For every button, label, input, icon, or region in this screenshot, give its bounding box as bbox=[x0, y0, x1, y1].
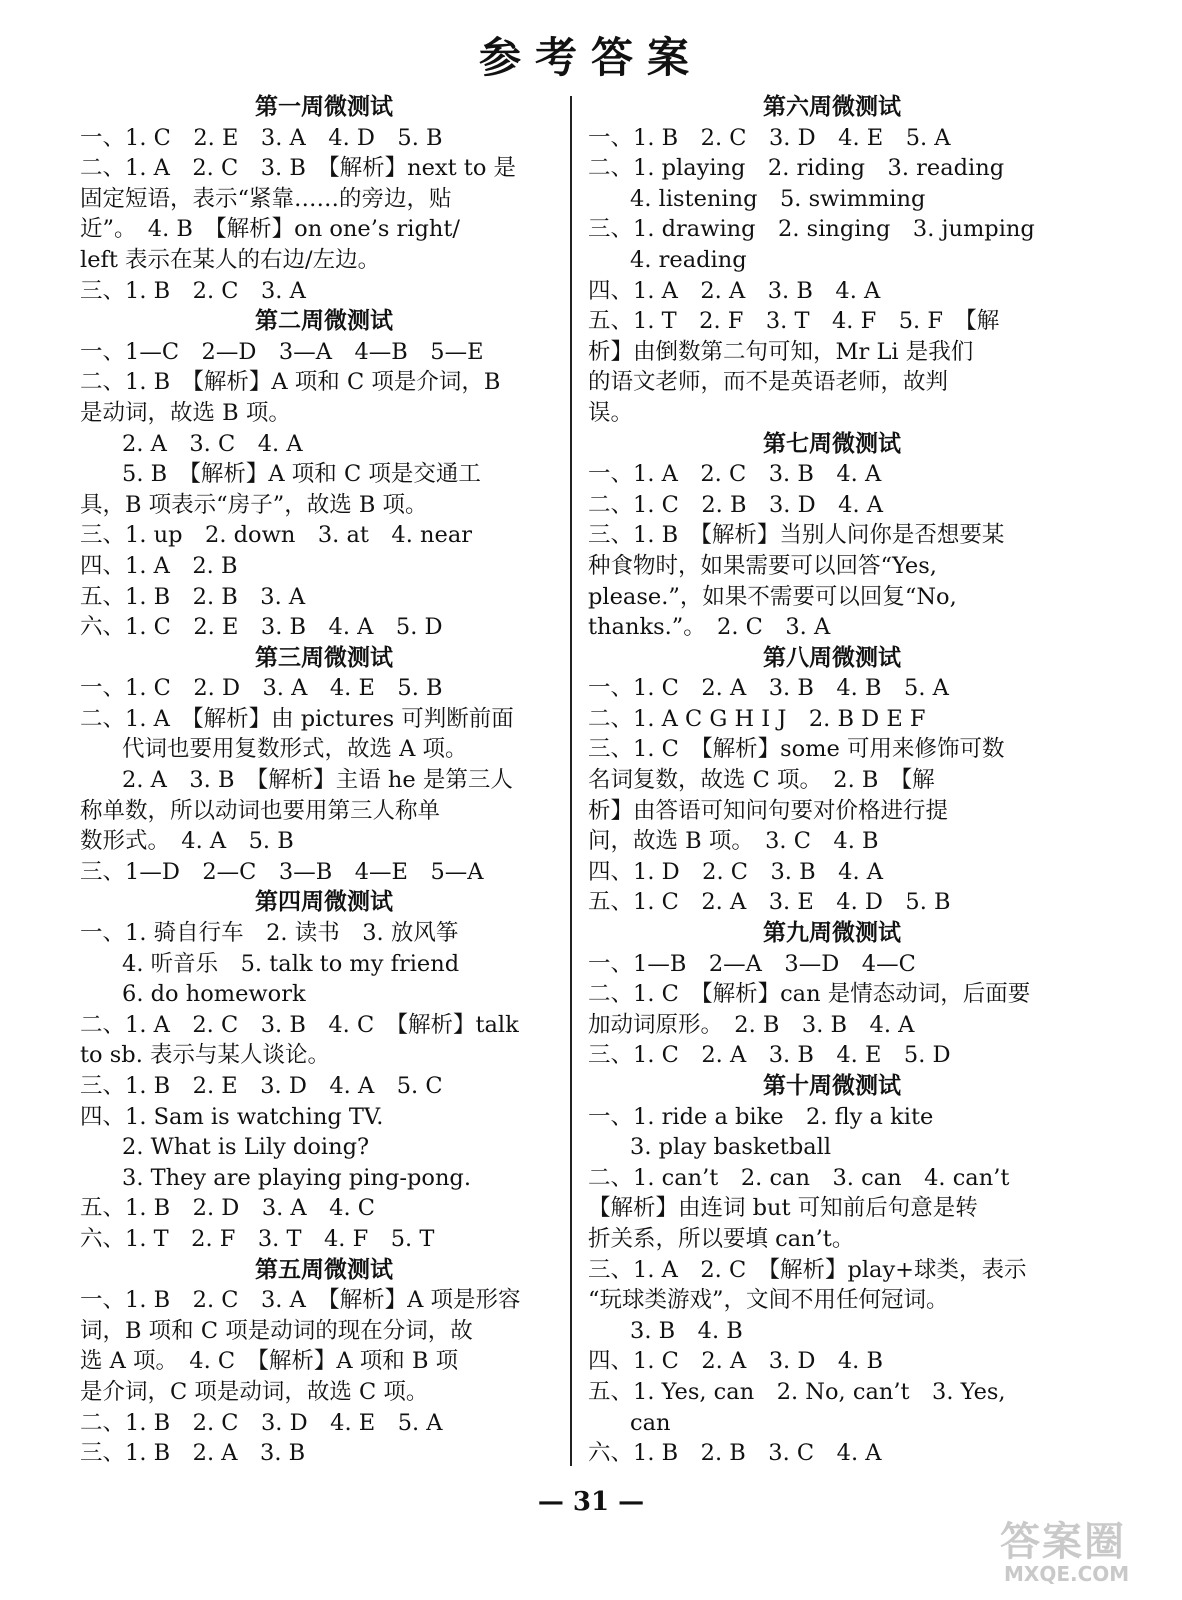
answer-line: 一、1. B 2. C 3. D 4. E 5. A bbox=[588, 124, 951, 151]
answer-line: 一、1—B 2—A 3—D 4—C bbox=[588, 950, 916, 977]
answer-line: 3. B 4. B bbox=[630, 1317, 743, 1344]
answer-column-right bbox=[588, 92, 1076, 1469]
answer-line: 一、1. A 2. C 3. B 4. A bbox=[588, 461, 882, 488]
answer-line: 4. listening 5. swimming bbox=[630, 185, 926, 212]
section-title: 第七周微测试 bbox=[763, 429, 901, 457]
answer-line: 五、1. C 2. A 3. E 4. D 5. B bbox=[588, 889, 951, 916]
answer-line: 六、1. C 2. E 3. B 4. A 5. D bbox=[80, 614, 443, 641]
answer-line: 折关系，所以要填 can’t。 bbox=[588, 1225, 855, 1252]
column-divider bbox=[570, 96, 572, 1466]
answer-line: 二、1. can’t 2. can 3. can 4. can’t bbox=[588, 1164, 1010, 1191]
section-title: 第二周微测试 bbox=[255, 307, 393, 335]
answer-line: 六、1. T 2. F 3. T 4. F 5. T bbox=[80, 1225, 435, 1252]
answer-line: 四、1. D 2. C 3. B 4. A bbox=[588, 858, 884, 885]
section-title: 第六周微测试 bbox=[763, 93, 901, 120]
answer-line: 是动词，故选 B 项。 bbox=[80, 399, 291, 426]
answer-line: 三、1. A 2. C 【解析】play+球类，表示 bbox=[588, 1256, 1027, 1283]
answer-line: 六、1. B 2. B 3. C 4. A bbox=[588, 1440, 882, 1467]
answer-line: left 表示在某人的右边/左边。 bbox=[80, 246, 381, 273]
answer-line: 4. 听音乐 5. talk to my friend bbox=[122, 950, 460, 977]
answer-line: 是介词，C 项是动词，故选 C 项。 bbox=[80, 1378, 429, 1405]
answer-line: 词，B 项和 C 项是动词的现在分词，故 bbox=[80, 1317, 473, 1344]
section-title: 第四周微测试 bbox=[255, 888, 393, 916]
answer-line: 三、1. B 2. E 3. D 4. A 5. C bbox=[80, 1073, 443, 1099]
answer-line: 四、1. A 2. B bbox=[80, 552, 238, 579]
answer-line: 选 A 项。 4. C 【解析】A 项和 B 项 bbox=[80, 1348, 459, 1375]
answer-line: 固定短语，表示“紧靠……的旁边，贴 bbox=[80, 185, 452, 212]
answer-line: 代词也要用复数形式，故选 A 项。 bbox=[122, 736, 468, 763]
answer-line: 一、1. C 2. E 3. A 4. D 5. B bbox=[80, 124, 443, 151]
answer-line: 2. A 3. B 【解析】主语 he 是第三人 bbox=[122, 767, 513, 794]
answer-line: 五、1. B 2. B 3. A bbox=[80, 583, 306, 610]
answer-line: 3. They are playing ping-pong. bbox=[122, 1164, 471, 1191]
section-title: 第一周微测试 bbox=[255, 93, 393, 120]
answer-line: 一、1. C 2. A 3. B 4. B 5. A bbox=[588, 675, 949, 702]
answer-line: 三、1. B 2. A 3. B bbox=[80, 1440, 306, 1467]
answer-line: 三、1. B 【解析】当别人问你是否想要某 bbox=[588, 522, 1005, 549]
answer-line: 6. do homework bbox=[122, 981, 306, 1008]
answer-line: 名词复数，故选 C 项。 2. B 【解 bbox=[588, 767, 935, 794]
answer-line: 五、1. Yes, can 2. No, can’t 3. Yes, bbox=[588, 1378, 1006, 1405]
answer-line: 二、1. A 【解析】由 pictures 可判断前面 bbox=[80, 705, 514, 732]
answer-line: 三、1. B 2. C 3. A bbox=[80, 277, 306, 304]
answer-line: 的语文老师，而不是英语老师，故判 bbox=[588, 369, 949, 396]
answer-line: 三、1. drawing 2. singing 3. jumping bbox=[588, 216, 1035, 243]
section-title: 第五周微测试 bbox=[255, 1255, 393, 1283]
page-number: — 31 — bbox=[537, 1487, 645, 1517]
answer-line: 一、1. C 2. D 3. A 4. E 5. B bbox=[80, 675, 443, 702]
answer-line: 一、1. 骑自行车 2. 读书 3. 放风筝 bbox=[80, 920, 459, 947]
answer-line: 5. B 【解析】A 项和 C 项是交通工 bbox=[122, 461, 481, 488]
answer-line: 五、1. T 2. F 3. T 4. F 5. F 【解 bbox=[588, 308, 1000, 335]
answer-line: 四、1. C 2. A 3. D 4. B bbox=[588, 1348, 884, 1375]
answer-line: 二、1. A 2. C 3. B 【解析】next to 是 bbox=[80, 155, 517, 182]
watermark-logo bbox=[994, 1506, 1164, 1588]
answer-line: 3. play basketball bbox=[630, 1134, 832, 1161]
answer-line: 一、1. ride a bike 2. fly a kite bbox=[588, 1103, 934, 1130]
answer-line: 三、1. C 【解析】some 可用来修饰可数 bbox=[588, 736, 1005, 763]
answer-line: to sb. 表示与某人谈论。 bbox=[80, 1042, 330, 1069]
answer-line: 二、1. B 【解析】A 项和 C 项是介词，B bbox=[80, 369, 501, 396]
section-title: 第八周微测试 bbox=[763, 643, 901, 671]
answer-line: please.”，如果不需要可以回复“No, bbox=[588, 583, 957, 610]
answer-line: 二、1. playing 2. riding 3. reading bbox=[588, 155, 1005, 182]
answer-line: 2. What is Lily doing? bbox=[122, 1134, 370, 1161]
watermark-url: MXQE.COM bbox=[1004, 1562, 1130, 1586]
answer-line: 析】由答语可知问句要对价格进行提 bbox=[588, 797, 949, 824]
answer-line: 二、1. C 【解析】can 是情态动词，后面要 bbox=[588, 981, 1031, 1008]
answer-line: 称单数，所以动词也要用第三人称单 bbox=[80, 797, 441, 824]
answer-line: 加动词原形。 2. B 3. B 4. A bbox=[588, 1011, 915, 1038]
answer-line: 二、1. B 2. C 3. D 4. E 5. A bbox=[80, 1409, 443, 1436]
answer-line: 一、1—C 2—D 3—A 4—B 5—E bbox=[80, 338, 484, 365]
answer-line: 二、1. C 2. B 3. D 4. A bbox=[588, 491, 884, 518]
answer-line: “玩球类游戏”，文间不用任何冠词。 bbox=[588, 1287, 949, 1314]
answer-line: 二、1. A C G H I J 2. B D E F bbox=[588, 705, 926, 732]
answer-line: 种食物时，如果需要可以回答“Yes, bbox=[588, 552, 937, 579]
answer-line: 4. reading bbox=[630, 246, 747, 273]
answer-line: 数形式。 4. A 5. B bbox=[80, 828, 294, 855]
section-title: 第三周微测试 bbox=[255, 643, 393, 671]
section-title: 第十周微测试 bbox=[763, 1072, 901, 1099]
answer-line: thanks.”。 2. C 3. A bbox=[588, 614, 831, 641]
answer-line: 四、1. Sam is watching TV. bbox=[80, 1103, 384, 1130]
answer-line: 2. A 3. C 4. A bbox=[122, 430, 303, 457]
answer-line: 具，B 项表示“房子”，故选 B 项。 bbox=[80, 491, 428, 518]
section-title: 第九周微测试 bbox=[763, 919, 901, 947]
answer-line: 五、1. B 2. D 3. A 4. C bbox=[80, 1195, 376, 1222]
answer-line: 四、1. A 2. A 3. B 4. A bbox=[588, 277, 881, 304]
answer-line: 近”。 4. B 【解析】on one’s right/ bbox=[80, 216, 461, 243]
answer-line: 三、1—D 2—C 3—B 4—E 5—A bbox=[80, 858, 484, 885]
answer-line: 一、1. B 2. C 3. A 【解析】A 项是形容 bbox=[80, 1287, 521, 1314]
answer-line: 二、1. A 2. C 3. B 4. C 【解析】talk bbox=[80, 1011, 519, 1038]
answer-line: can bbox=[630, 1409, 671, 1436]
answer-line: 三、1. up 2. down 3. at 4. near bbox=[80, 522, 473, 549]
answer-line: 三、1. C 2. A 3. B 4. E 5. D bbox=[588, 1042, 951, 1069]
answer-line: 析】由倒数第二句可知，Mr Li 是我们 bbox=[588, 338, 974, 365]
answer-column-left bbox=[80, 92, 568, 1469]
answer-line: 【解析】由连词 but 可知前后句意是转 bbox=[588, 1195, 978, 1222]
answer-line: 误。 bbox=[588, 399, 634, 426]
answer-line: 问，故选 B 项。 3. C 4. B bbox=[588, 828, 879, 855]
watermark-text: 答案圈 bbox=[1000, 1519, 1126, 1565]
page-title: 参考答案 bbox=[478, 33, 703, 82]
